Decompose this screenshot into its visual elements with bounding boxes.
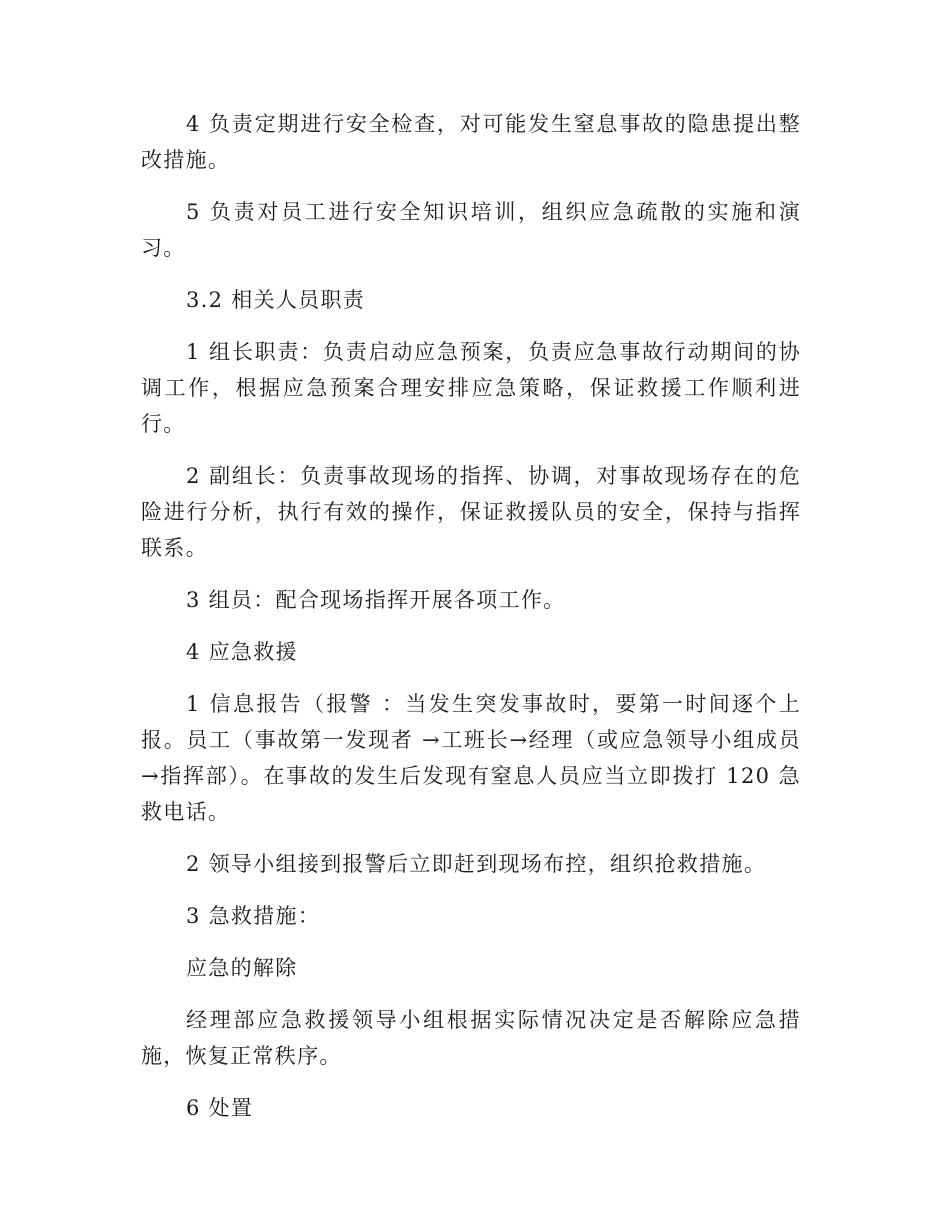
paragraph-leader-duties: 1 组长职责：负责启动应急预案，负责应急事故行动期间的协调工作，根据应急预案合理安排应急策略，保证救援工作顺利进行。 [141, 340, 801, 436]
paragraph-first-aid: 3 急救措施： [186, 904, 321, 928]
document-body [141, 106, 801, 1142]
section-heading-responsibilities: 3.2 相关人员职责 [186, 288, 366, 312]
paragraph-inspection: 4 负责定期进行安全检查，对可能发生窒息事故的隐患提出整改措施。 [141, 112, 801, 172]
section-heading-disposal: 6 处置 [186, 1096, 254, 1120]
section-heading-rescue: 4 应急救援 [186, 640, 298, 664]
paragraph-release-decision: 经理部应急救援领导小组根据实际情况决定是否解除应急措施，恢复正常秩序。 [141, 1008, 801, 1068]
paragraph-training: 5 负责对员工进行安全知识培训，组织应急疏散的实施和演习。 [141, 200, 801, 260]
paragraph-leadership-response: 2 领导小组接到报警后立即赶到现场布控，组织抢救措施。 [186, 852, 767, 876]
section-heading-release: 应急的解除 [186, 956, 298, 980]
paragraph-report: 1 信息报告（报警 ：当发生突发事故时，要第一时间逐个上报。员工（事故第一发现者 →工班长→经理（或应急领导小组成员 →指挥部）。在事故的发生后发现有窒息人员应当立即拨打 120 急救电话。 [141, 692, 801, 824]
paragraph-deputy-duties: 2 副组长：负责事故现场的指挥、协调，对事故现场存在的危险进行分析，执行有效的操作，保证救援队员的安全，保持与指挥联系。 [141, 464, 801, 560]
paragraph-member-duties: 3 组员：配合现场指挥开展各项工作。 [186, 588, 566, 612]
